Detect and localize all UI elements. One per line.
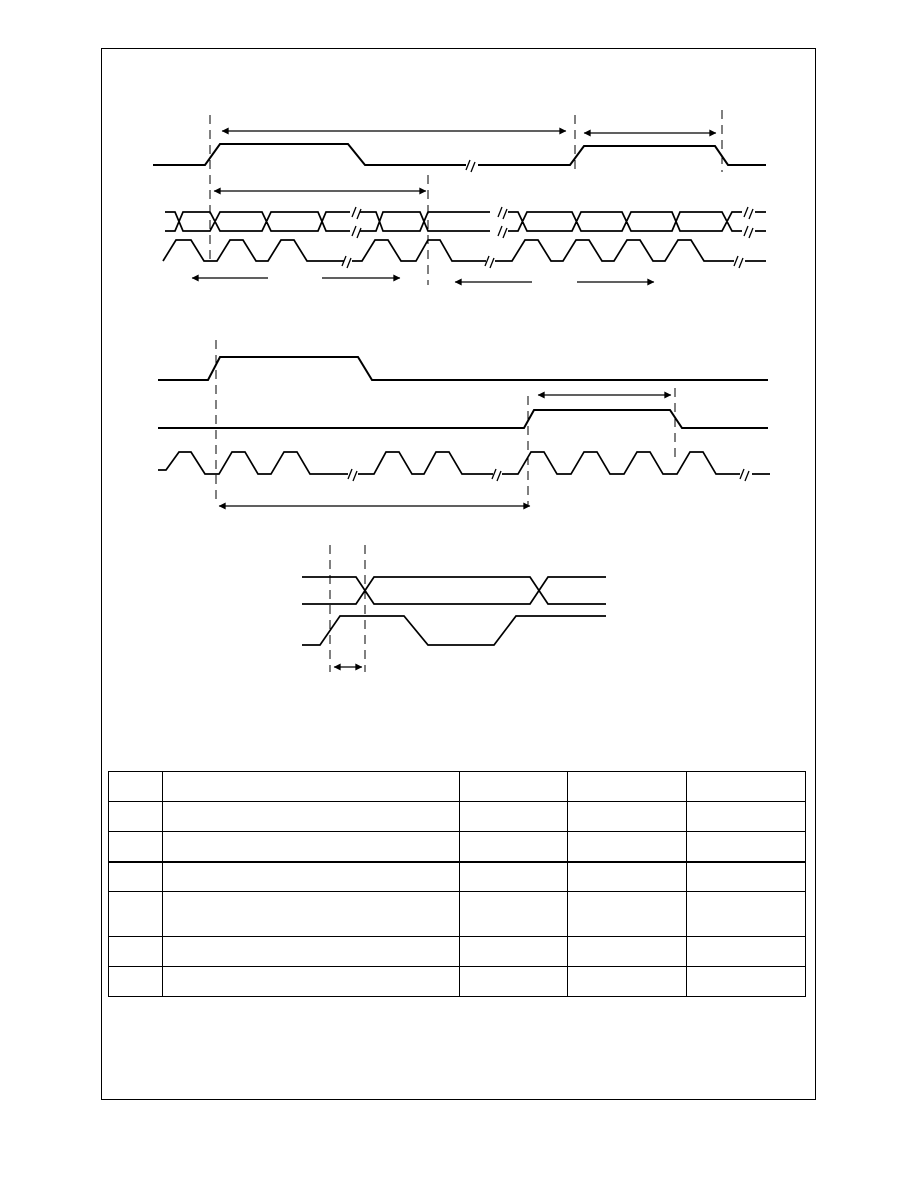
table-cell bbox=[568, 832, 687, 862]
table-row bbox=[109, 802, 806, 832]
control-pulse-waveform-b bbox=[478, 146, 766, 165]
diagram-1 bbox=[153, 110, 766, 285]
reference-lines-2 bbox=[216, 340, 675, 505]
table-cell bbox=[460, 772, 568, 802]
table-cell bbox=[109, 967, 163, 997]
control-pulse-waveform bbox=[153, 144, 466, 165]
clock-waveform-2 bbox=[158, 452, 348, 474]
table-row bbox=[109, 862, 806, 892]
clock-waveform bbox=[163, 240, 344, 261]
reference-lines-1 bbox=[210, 110, 722, 285]
table-cell bbox=[163, 967, 460, 997]
table-cell bbox=[460, 802, 568, 832]
table-cell bbox=[163, 862, 460, 892]
table-cell bbox=[109, 772, 163, 802]
table-cell bbox=[568, 862, 687, 892]
table-cell bbox=[163, 772, 460, 802]
table-cell bbox=[568, 772, 687, 802]
clock-waveform-3 bbox=[302, 616, 606, 645]
table-cell bbox=[687, 772, 806, 802]
table-cell bbox=[109, 892, 163, 937]
table-row bbox=[109, 772, 806, 802]
break-marker-icon bbox=[348, 469, 749, 481]
table-cell bbox=[163, 802, 460, 832]
table-cell bbox=[460, 967, 568, 997]
table-row bbox=[109, 967, 806, 997]
table-cell bbox=[163, 937, 460, 967]
table-row bbox=[109, 937, 806, 967]
table-cell bbox=[687, 802, 806, 832]
break-marker-icon bbox=[342, 256, 743, 268]
clock-waveform-b bbox=[352, 240, 486, 261]
table-cell bbox=[568, 967, 687, 997]
table-cell bbox=[568, 937, 687, 967]
table-cell bbox=[163, 832, 460, 862]
diagram-2 bbox=[158, 340, 770, 506]
table-cell bbox=[460, 892, 568, 937]
table-cell bbox=[687, 967, 806, 997]
table-row bbox=[109, 832, 806, 862]
data-bus-waveform bbox=[165, 212, 766, 231]
table-cell bbox=[460, 862, 568, 892]
table-cell bbox=[687, 892, 806, 937]
table-cell bbox=[568, 802, 687, 832]
table-cell bbox=[109, 862, 163, 892]
break-marker-icon bbox=[466, 160, 475, 172]
reference-lines-3 bbox=[330, 545, 365, 672]
clock-waveform-c bbox=[495, 240, 734, 261]
table-cell bbox=[568, 892, 687, 937]
diagram-3 bbox=[302, 545, 606, 672]
pulse-a-waveform bbox=[158, 357, 768, 380]
table-cell bbox=[460, 832, 568, 862]
table-cell bbox=[687, 862, 806, 892]
timing-parameters-table bbox=[108, 771, 806, 997]
table-cell bbox=[163, 892, 460, 937]
table-cell bbox=[109, 832, 163, 862]
data-bus-waveform-3 bbox=[302, 577, 606, 604]
table-row bbox=[109, 892, 806, 937]
table-cell bbox=[109, 937, 163, 967]
table-cell bbox=[687, 937, 806, 967]
table-cell bbox=[460, 937, 568, 967]
clock-waveform-2c bbox=[502, 452, 740, 474]
table-cell bbox=[109, 802, 163, 832]
clock-waveform-2b bbox=[358, 452, 493, 474]
pulse-b-waveform bbox=[158, 410, 768, 428]
table-cell bbox=[687, 832, 806, 862]
